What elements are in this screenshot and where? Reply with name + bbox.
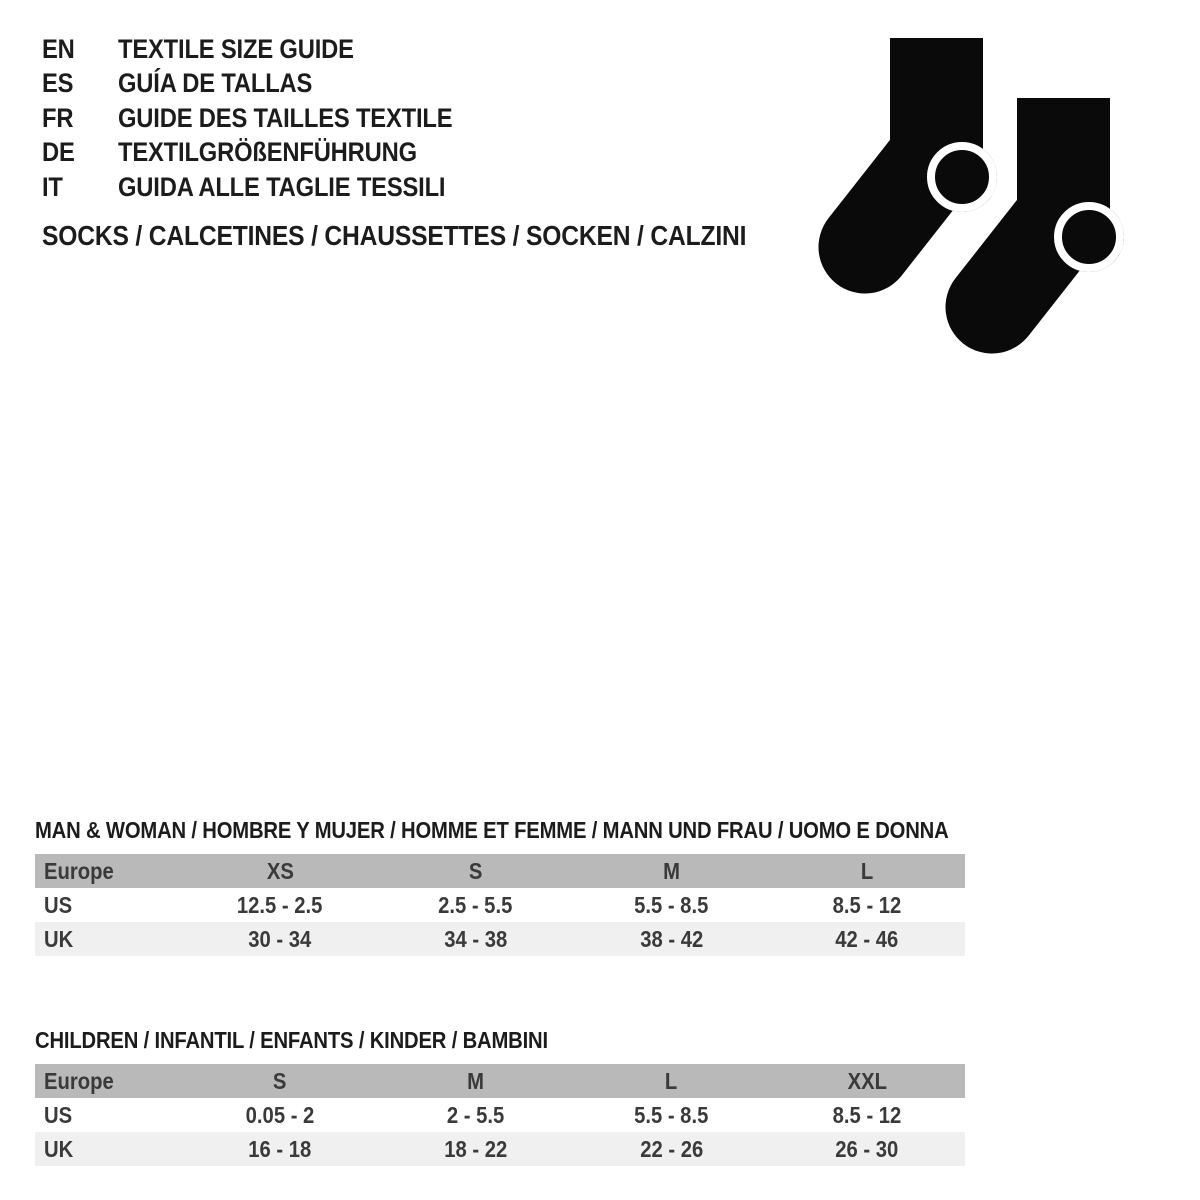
column-header-m — [574, 854, 770, 888]
size-value: 2 - 5.5 — [446, 1101, 505, 1128]
column-header-label: XXL — [847, 1067, 887, 1094]
cell-uk-s — [182, 1132, 378, 1166]
children-title-text: CHILDREN / INFANTIL / ENFANTS / KINDER / BAMBINI — [35, 1027, 548, 1053]
row-label: UK — [44, 1135, 74, 1162]
column-header-m — [378, 1064, 574, 1098]
table-header-row — [35, 854, 965, 888]
category-line — [42, 222, 842, 250]
table-row-us — [35, 1098, 965, 1132]
column-header-label: S — [273, 1067, 287, 1094]
column-header-xs — [182, 854, 378, 888]
column-header-europe — [35, 1064, 182, 1098]
size-value: 5.5 - 8.5 — [634, 891, 709, 918]
sock-right — [992, 98, 1124, 307]
column-header-label: Europe — [44, 1067, 114, 1094]
language-code: FR — [42, 102, 74, 133]
cell-us-m — [574, 888, 770, 922]
row-label: US — [44, 1101, 73, 1128]
guide-title-fr: GUIDE DES TAILLES TEXTILE — [118, 102, 453, 133]
children-section-title — [35, 1028, 618, 1052]
guide-title-en: TEXTILE SIZE GUIDE — [118, 33, 354, 64]
cell-us-s — [378, 888, 574, 922]
size-value: 34 - 38 — [444, 925, 508, 952]
column-header-label: M — [662, 857, 680, 884]
column-header-label: XS — [266, 857, 294, 884]
column-header-label: L — [665, 1067, 678, 1094]
size-value: 18 - 22 — [444, 1135, 508, 1162]
column-header-s — [378, 854, 574, 888]
column-header-l — [769, 854, 965, 888]
row-label: UK — [44, 925, 74, 952]
language-code: EN — [42, 33, 75, 64]
language-title-list — [42, 32, 498, 205]
cell-us-l — [769, 888, 965, 922]
category-line-text: SOCKS / CALCETINES / CHAUSSETTES / SOCKEN / CALZINI — [42, 220, 747, 251]
size-value: 30 - 34 — [248, 925, 312, 952]
language-row-de — [42, 136, 498, 171]
children-size-table — [35, 1064, 965, 1166]
size-value: 12.5 - 2.5 — [237, 891, 323, 918]
column-header-label: M — [467, 1067, 485, 1094]
row-label: US — [44, 891, 73, 918]
cell-uk-l — [574, 1132, 770, 1166]
man-woman-size-table — [35, 854, 965, 956]
column-header-xxl — [769, 1064, 965, 1098]
column-header-europe — [35, 854, 182, 888]
size-value: 16 - 18 — [248, 1135, 312, 1162]
cell-uk-m — [574, 922, 770, 956]
cell-uk-l — [769, 922, 965, 956]
language-row-es — [42, 67, 498, 102]
cell-us-s — [182, 1098, 378, 1132]
language-code: ES — [42, 68, 74, 99]
row-label-uk — [35, 1132, 182, 1166]
column-header-s — [182, 1064, 378, 1098]
size-value: 42 - 46 — [835, 925, 899, 952]
size-value: 8.5 - 12 — [832, 1101, 902, 1128]
cell-us-xs — [182, 888, 378, 922]
language-row-fr — [42, 101, 498, 136]
language-row-it — [42, 170, 498, 205]
row-label-us — [35, 1098, 182, 1132]
column-header-l — [574, 1064, 770, 1098]
size-value: 22 - 26 — [639, 1135, 703, 1162]
cell-uk-xxl — [769, 1132, 965, 1166]
cell-us-m — [378, 1098, 574, 1132]
socks-icon — [815, 30, 1125, 360]
cell-uk-m — [378, 1132, 574, 1166]
size-value: 2.5 - 5.5 — [438, 891, 513, 918]
cell-uk-xs — [182, 922, 378, 956]
cell-uk-s — [378, 922, 574, 956]
row-label-us — [35, 888, 182, 922]
column-header-label: Europe — [44, 857, 114, 884]
table-row-uk — [35, 1132, 965, 1166]
language-code: IT — [42, 171, 63, 202]
man-woman-title-text: MAN & WOMAN / HOMBRE Y MUJER / HOMME ET FEMME / MANN UND FRAU / UOMO E DONNA — [35, 817, 949, 843]
man-woman-section-title — [35, 818, 1073, 842]
column-header-label: S — [468, 857, 483, 884]
guide-title-it: GUIDA ALLE TAGLIE TESSILI — [118, 171, 446, 202]
size-value: 38 - 42 — [639, 925, 703, 952]
size-value: 8.5 - 12 — [832, 891, 902, 918]
table-row-uk — [35, 922, 965, 956]
guide-title-es: GUÍA DE TALLAS — [118, 68, 313, 99]
language-code: DE — [42, 137, 75, 168]
size-value: 0.05 - 2 — [245, 1101, 315, 1128]
size-value: 5.5 - 8.5 — [634, 1101, 709, 1128]
cell-us-xxl — [769, 1098, 965, 1132]
sock-left — [865, 38, 997, 247]
cell-us-l — [574, 1098, 770, 1132]
guide-title-de: TEXTILGRÖßENFÜHRUNG — [118, 137, 417, 168]
language-row-en — [42, 32, 498, 67]
size-value: 26 - 30 — [835, 1135, 899, 1162]
row-label-uk — [35, 922, 182, 956]
table-header-row — [35, 1064, 965, 1098]
table-row-us — [35, 888, 965, 922]
column-header-label: L — [860, 857, 874, 884]
